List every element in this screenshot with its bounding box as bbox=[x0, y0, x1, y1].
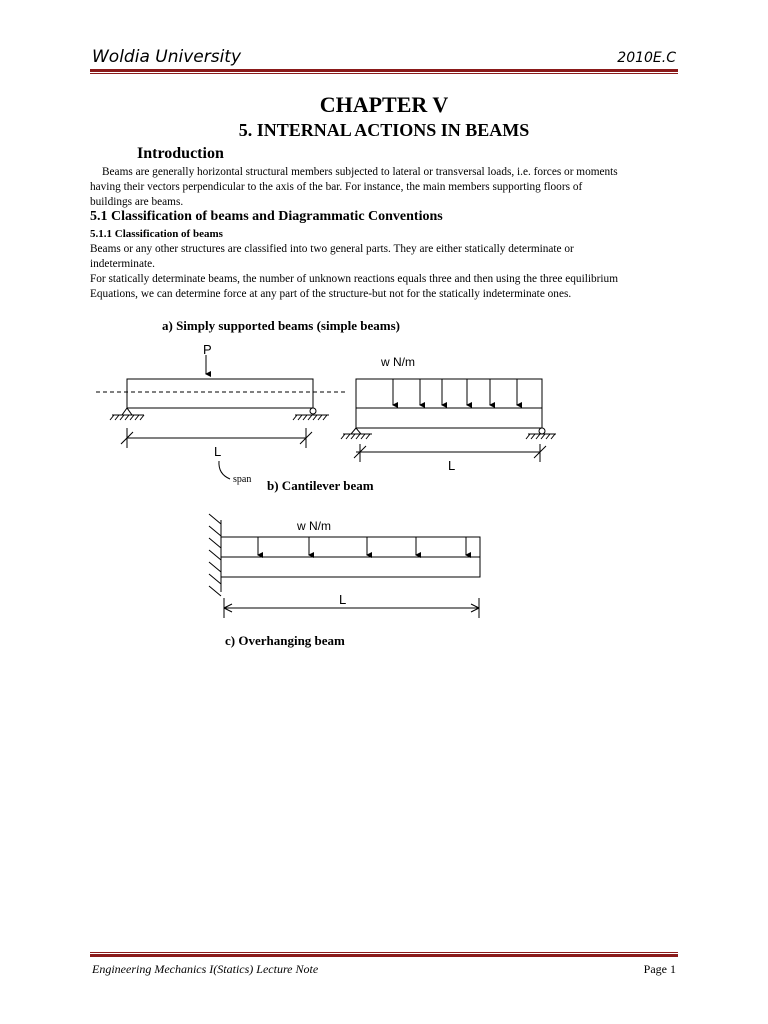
simple-beam-udl bbox=[341, 379, 556, 462]
intro-line-2: having their vectors perpendicular to the axis of the bar. For instance, the main members supporting floors of bbox=[90, 181, 583, 193]
simple-beam-point-load bbox=[96, 355, 345, 479]
para1-line-1: Beams or any other structures are classified into two general parts. They are either statically determinate or bbox=[90, 243, 574, 255]
para2-line-1: For statically determinate beams, the number of unknown reactions equals three and then using the three equilibrium bbox=[90, 273, 618, 285]
page-number: Page 1 bbox=[643, 962, 676, 976]
intro-line-3: buildings are beams. bbox=[90, 196, 184, 208]
udl-label-cantilever: w N/m bbox=[297, 519, 331, 533]
subsection-heading: 5.1.1 Classification of beams bbox=[90, 228, 223, 240]
para1-line-2: indeterminate. bbox=[90, 258, 155, 270]
intro-heading: Introduction bbox=[137, 145, 224, 162]
intro-line-1: Beams are generally horizontal structural members subjected to lateral or transversal loads, i.e. forces or moments bbox=[102, 166, 618, 178]
span-note: span bbox=[233, 474, 252, 485]
header-year: 2010E.C bbox=[617, 50, 676, 66]
footer-rule-thin bbox=[90, 952, 678, 953]
section-heading: 5.1 Classification of beams and Diagrammatic Conventions bbox=[90, 209, 443, 224]
cantilever-beam-udl bbox=[209, 514, 480, 618]
para2-line-2: Equations, we can determine force at any part of the structure-but not for the statically indeterminate ones. bbox=[90, 288, 572, 300]
footer-title: Engineering Mechanics I(Statics) Lecture Note bbox=[92, 962, 319, 976]
span-label-2: L bbox=[448, 458, 456, 473]
chapter-subtitle: 5. INTERNAL ACTIONS IN BEAMS bbox=[238, 120, 530, 140]
header-institution: Woldia University bbox=[92, 47, 242, 67]
point-load-label: P bbox=[203, 342, 212, 357]
udl-label-simple: w N/m bbox=[381, 355, 415, 369]
span-label-1: L bbox=[214, 444, 222, 459]
figure-b-label: b) Cantilever beam bbox=[267, 478, 374, 493]
figure-c-label: c) Overhanging beam bbox=[225, 633, 345, 648]
figure-a-label: a) Simply supported beams (simple beams) bbox=[162, 318, 400, 333]
chapter-title: CHAPTER V bbox=[319, 92, 449, 117]
span-label-3: L bbox=[339, 592, 347, 607]
footer-rule bbox=[90, 954, 678, 957]
